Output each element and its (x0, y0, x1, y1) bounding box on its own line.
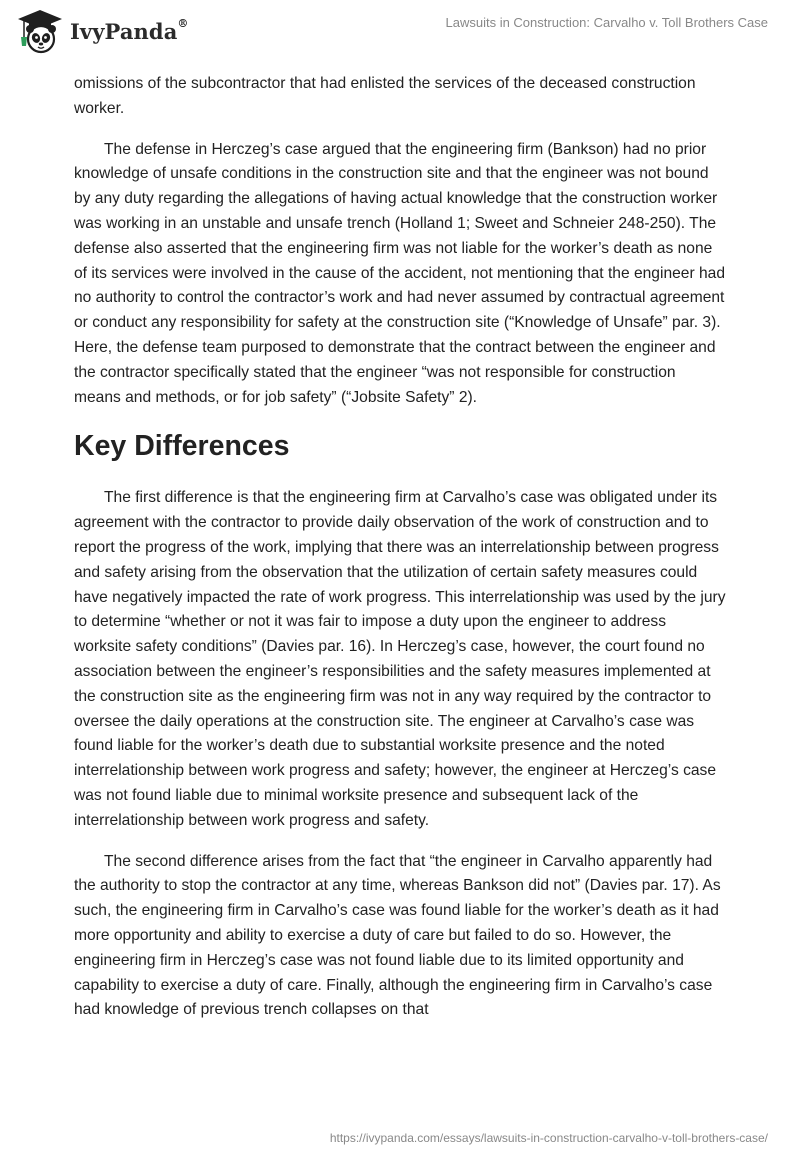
source-url[interactable]: https://ivypanda.com/essays/lawsuits-in-construction-carvalho-v-toll-brothers-case/ (329, 1131, 768, 1145)
panda-graduate-icon (16, 8, 64, 54)
brand-name: IvyPanda® (70, 16, 189, 44)
paragraph-second-difference: The second difference arises from the fact that “the engineer in Carvalho apparently had the authority to stop the contractor at any time, whereas Bankson did not” (Davies par. 17). As such, the engineering firm in Carvalho’s case was found liable for the worker’s death as it had more opportunity and ability to exercise a duty of care but failed to do so. However, the engineering firm in Herczeg’s case was not found liable due to its limited opportunity and capability to exercise a duty of care. Finally, although the engineering firm in Carvalho’s case had knowledge of previous trench collapses on that (74, 852, 721, 1019)
page-header (0, 0, 800, 70)
paragraph-continuation: omissions of the subcontractor that had enlisted the services of the deceased construction worker. (74, 75, 696, 117)
registered-mark: ® (177, 16, 189, 30)
section-heading-key-differences: Key Differences (74, 430, 290, 463)
paragraph-first-difference: The first difference is that the engineering firm at Carvalho’s case was obligated under its agreement with the contractor to provide daily observation of the work of construction and to report the progress of the work, implying that there was an interrelationship between progress and safety arising from the observation that the utilization of certain safety measures could have negatively impacted the rate of work progress. This interrelationship was used by the jury to determine “whether or not it was fair to impose a duty upon the engineer to address worksite safety conditions” (Davies par. 16). In Herczeg’s case, however, the court found no association between the engineer’s responsibilities and the safety measures implemented at the construction site as the engineering firm was not in any way required by the contractor to oversee the daily operations at the construction site. The engineer at Carvalho’s case was found liable for the worker’s death due to substantial worksite presence and the noted interrelationship between work progress and safety; however, the engineer at Herczeg’s case was not found liable due to minimal worksite presence and subsequent lack of the interrelationship between work progress and safety. (74, 489, 726, 829)
document-title: Lawsuits in Construction: Carvalho v. Toll Brothers Case (445, 15, 768, 30)
brand-logo[interactable] (16, 8, 189, 54)
essay-content (74, 72, 726, 1023)
paragraph-defense: The defense in Herczeg’s case argued that the engineering firm (Bankson) had no prior knowledge of unsafe conditions in the construction site and that the engineer was not bound by any duty regarding the allegations of having actual knowledge that the construction worker was working in an unstable and unsafe trench (Holland 1; Sweet and Schneier 248-250). The defense also asserted that the engineering firm was not liable for the worker’s death as none of its services were involved in the cause of the accident, not mentioning that the engineer had no authority to control the contractor’s work and had never assumed by contractual agreement or conduct any responsibility for safety at the construction site (“Knowledge of Unsafe” par. 3). Here, the defense team purposed to demonstrate that the contract between the engineer and the contractor specifically stated that the engineer “was not responsible for construction means and methods, or for job safety” (“Jobsite Safety” 2). (74, 140, 726, 406)
